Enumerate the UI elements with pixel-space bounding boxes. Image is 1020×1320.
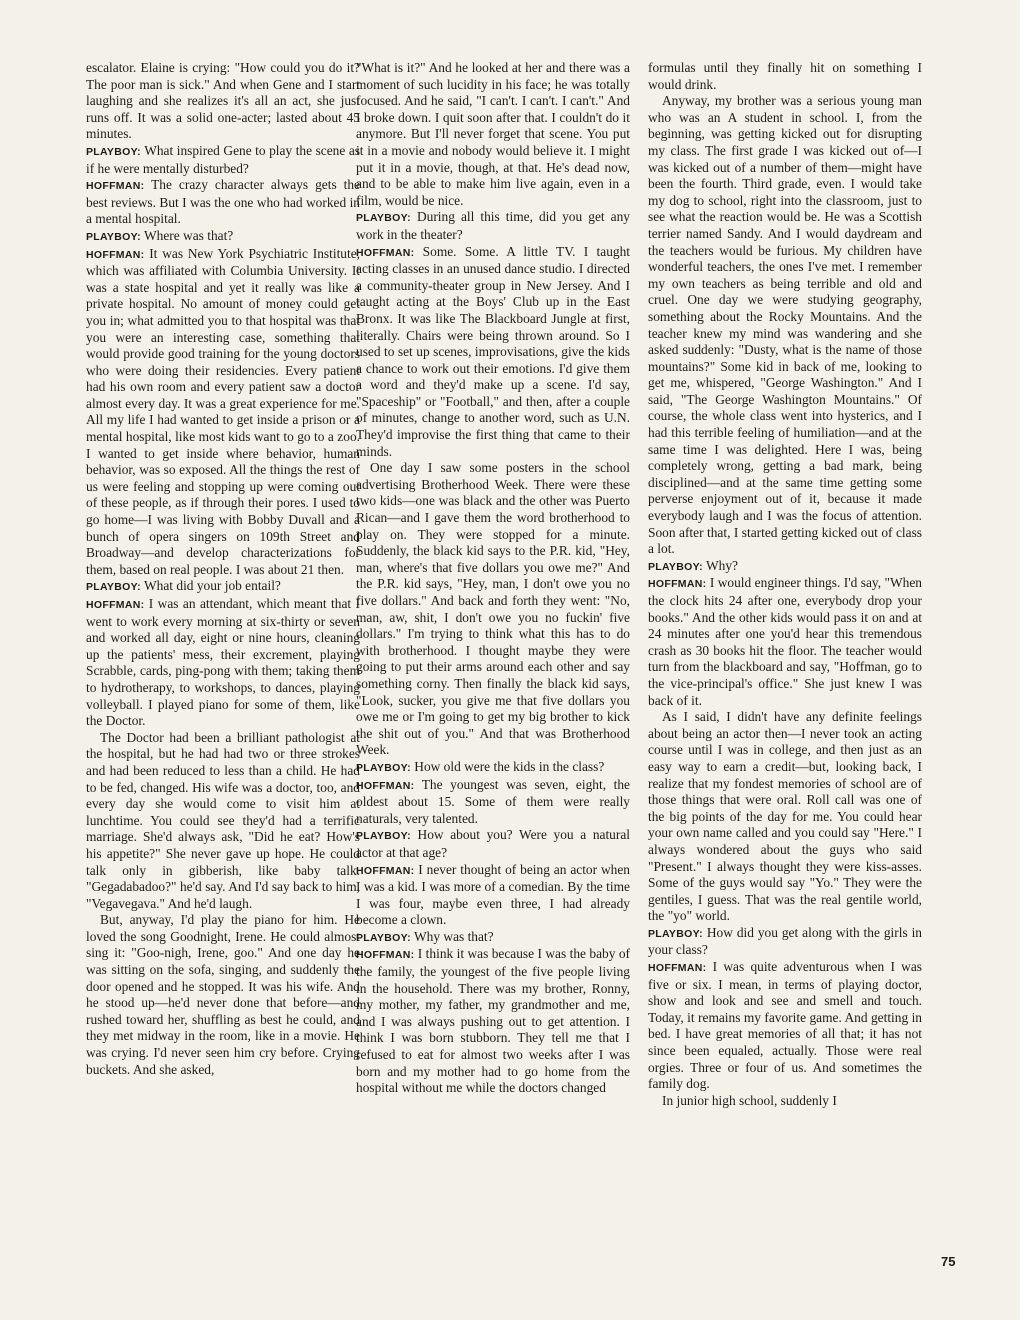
body-paragraph <box>356 460 630 759</box>
speaker-label: PLAYBOY: <box>356 212 411 225</box>
text-column-1 <box>86 60 360 1078</box>
body-paragraph <box>648 709 922 925</box>
speaker-label: HOFFMAN: <box>648 578 707 591</box>
paragraph-text: Anyway, my brother was a serious young man who was an A student in school. I, from the beginning, was getting kicked out for disrupting my class. The first grade I was kicked out of—I was kicked out of a number of them—might have been the fourth. Third grade, even. I would take my dog to school, right into the classroom, just to see what the reaction would be. He was a Scottish terrier named Sandy. And I would daydream and the teachers would be furious. My children have wonderful teachers, the ones I've met. I remember my own teachers as being terrible and old and cruel. One day we were studying geography, something about the Rocky Mountains. And the teacher knew my mind was wandering and she asked suddenly: "Dusty, what is the name of those mountains?" Some kid in back of me, looking to get me, whispered, "George Washington." And I said, "The George Washington Mountains." Of course, the whole class went into hysterics, and I had this terrible feeling of humiliation—and at the same time I was delighted. Here I was, being completely wrong, getting a bad mark, being disciplined—and at the same time getting some perverse enjoyment out of it, because it made everybody laugh and I was the focus of attention. Soon after that, I started getting kicked out of class a lot. <box>648 93 922 557</box>
speaker-label: PLAYBOY: <box>648 560 703 573</box>
speaker-label: HOFFMAN: <box>86 599 145 611</box>
speaker-label: PLAYBOY: <box>648 927 703 940</box>
interview-paragraph <box>356 929 630 947</box>
paragraph-text: But, anyway, I'd play the piano for him. He loved the song Goodnight, Irene. He could almost sing it: "Goo-nigh, Irene, goo." And one day he was sitting on the sofa, singing, and suddenly the door opened and he stopped. It was his wife. And he stood up—he'd never done that before—and rushed toward her, shuffling as best he could, and they met midway in the room, like in a movie. He was crying. I'd never seen him cry before. Crying buckets. And she asked, <box>86 912 360 1077</box>
speaker-label: PLAYBOY: <box>86 230 141 243</box>
interview-paragraph <box>356 244 630 461</box>
paragraph-text: I was quite adventurous when I was five or six. I mean, in terms of playing doctor, show and look and see and smell and touch. Today, it remains my favorite game. And getting in bed. I have great memories of all that; it has not since been equaled, actually. Those were real orgies. Three or four of us. And sometimes the family dog. <box>648 959 922 1092</box>
body-paragraph <box>648 60 922 93</box>
paragraph-text: Where was that? <box>140 227 234 243</box>
paragraph-text: One day I saw some posters in the school advertising Brotherhood Week. There were these two kids—one was black and the other was Puerto Rican—and I gave them the word brotherhood to play on. They were stopped for a minute. Suddenly, the black kid says to the P.R. kid, "Hey, man, where's that five dollars you owe me?" And the P.R. kid says, "Hey, man, I don't owe you no five dollars." And back and forth they went: "No, man, aw, shit, I don't owe you no fuckin' five dollars." I'm trying to think what this has to do with brotherhood. I thought maybe they were going to put their arms around each other and say something corny. Then finally the black kid says, "Look, sucker, you give me that five dollars you owe me or I'm going to get my big brother to kick the shit out of you." And that was Brotherhood Week. <box>356 460 630 758</box>
interview-paragraph <box>86 228 360 246</box>
body-paragraph <box>86 730 360 913</box>
paragraph-text: escalator. Elaine is crying: "How could you do it? The poor man is sick." And when Gene and I start laughing and she realizes it's all an act, she just runs off. It was a solid one-acter; lasted about 45 minutes. <box>86 60 360 142</box>
speaker-label: HOFFMAN: <box>356 779 415 792</box>
interview-paragraph <box>356 777 630 828</box>
speaker-label: PLAYBOY: <box>86 581 141 594</box>
body-paragraph <box>86 912 360 1078</box>
page-number: 75 <box>941 1254 956 1269</box>
speaker-label: PLAYBOY: <box>356 761 411 774</box>
interview-paragraph <box>356 209 630 243</box>
interview-paragraph <box>86 143 360 177</box>
paragraph-text: What did your job entail? <box>140 578 281 594</box>
paragraph-text: How did you get along with the girls in your class? <box>648 924 922 958</box>
interview-paragraph <box>86 177 360 228</box>
speaker-label: HOFFMAN: <box>86 248 145 261</box>
interview-paragraph <box>356 827 630 861</box>
speaker-label: PLAYBOY: <box>356 830 411 843</box>
paragraph-text: I would engineer things. I'd say, "When the clock hits 24 after one, everybody drop your books." And the other kids would pass it on and at 24 minutes after one you'd hear this tremendous crash as 30 books hit the floor. The teacher would turn from the blackboard and say, "Hoffman, go to the vice-principal's office." She just knew I was back of it. <box>648 575 922 708</box>
interview-paragraph <box>356 759 630 777</box>
text-column-2 <box>356 60 630 1097</box>
interview-paragraph <box>356 946 630 1096</box>
paragraph-text: The youngest was seven, eight, the oldest about 15. Some of them were really naturals, very talented. <box>356 776 630 826</box>
interview-paragraph <box>648 959 922 1093</box>
interview-paragraph <box>648 925 922 959</box>
paragraph-text: I was an attendant, which meant that I went to work every morning at six-thirty or seven and worked all day, eight or nine hours, cleaning up the patients' mess, their excrement, playing Scrabble, cards, ping-pong with them; taking them to hydrotherapy, to workshops, to dances, playing volleyball. I played piano for some of them, like the Doctor. <box>86 596 360 729</box>
interview-paragraph <box>86 246 360 579</box>
text-column-3 <box>648 60 922 1109</box>
paragraph-text: During all this time, did you get any work in the theater? <box>356 209 630 242</box>
paragraph-text: I never thought of being an actor when I was a kid. I was more of a comedian. By the time I was four, maybe even three, I had already become a clown. <box>356 861 630 928</box>
body-paragraph <box>356 60 630 209</box>
paragraph-text: I think it was because I was the baby of the family, the youngest of the five people living in the household. There was my brother, Ronny, my mother, my father, my grandmother and me, and I was always pushing out to get attention. I think I was born stubborn. They tell me that I refused to eat for almost two weeks after I was born and my mother had to go home from the hospital without me while the doctors changed <box>356 946 630 1096</box>
paragraph-text: "What is it?" And he looked at her and there was a moment of such lucidity in his face; he was totally focused. And he said, "I can't. I can't. I can't." And I broke down. I quit soon after that. I couldn't do it anymore. But I'll never forget that scene. You put it in a movie and nobody would believe it. I might put it in a movie, though, at that. He's dead now, and to be able to make him live again, even in a film, would be nice. <box>356 60 630 208</box>
paragraph-text: The crazy character always gets the best reviews. But I was the one who had worked in a mental hospital. <box>86 177 360 227</box>
paragraph-text: The Doctor had been a brilliant pathologist at the hospital, but he had had two or three strokes and had been reduced to less than a child. He had to be fed, changed. His wife was a doctor, too, and every day she would come to visit him at lunchtime. You could see they'd had a terrific marriage. She'd always ask, "Did he eat? How's his appetite?" She never gave up hope. He could talk only in gibberish, like baby talk. "Gegadabadoo?" he'd say. And I'd say back to him, "Vegavegava." And he'd laugh. <box>86 729 360 911</box>
paragraph-text: How about you? Were you a natural actor at that age? <box>356 827 630 860</box>
paragraph-text: Why? <box>702 557 739 573</box>
body-paragraph <box>648 93 922 558</box>
speaker-label: HOFFMAN: <box>356 949 415 962</box>
paragraph-text: formulas until they finally hit on something I would drink. <box>648 60 922 92</box>
paragraph-text: What inspired Gene to play the scene as if he were mentally disturbed? <box>86 142 360 176</box>
speaker-label: HOFFMAN: <box>648 962 707 975</box>
body-paragraph <box>86 60 360 143</box>
speaker-label: PLAYBOY: <box>86 145 141 158</box>
paragraph-text: Why was that? <box>410 928 494 944</box>
interview-paragraph <box>648 558 922 576</box>
speaker-label: HOFFMAN: <box>356 246 415 259</box>
paragraph-text: Some. Some. A little TV. I taught acting classes in an unused dance studio. I directed a community-theater group in New Jersey. And I taught acting at the Boys' Club up in the East Bronx. It was like The Blackboard Jungle at first, literally. Chairs were being thrown around. So I used to set up scenes, improvisations, give the kids a chance to work out their emotions. I'd give them a word and they'd make up a scene. I'd say, "Spaceship" or "Football," and then, after a couple of minutes, change to another word, such as U.N. They'd improvise the first thing that came to their minds. <box>356 243 630 459</box>
interview-paragraph <box>356 862 630 929</box>
paragraph-text: As I said, I didn't have any definite feelings about being an actor then—I never took an acting course until I was in college, and then just as an easy way to earn a credit—but, looking back, I realize that my fondest memories of school are of those things that were oral. Roll call was one of the big points of the day for me. You could hear your own name called and you could say "Here." I always wondered about the guys who said "Present." I always thought they were kiss-asses. Some of the guys would say "Yo." They were the gentiles, I guess. That was the real gentile world, the "yo" world. <box>648 709 922 924</box>
interview-paragraph <box>86 596 360 730</box>
paragraph-text: It was New York Psychiatric Institute, which was affiliated with Columbia University. It was a state hospital and yet it really was like a private hospital. No amount of money could get you in; what admitted you to that hospital was that you were an interesting case, something that would provide good training for the young doctors who were doing their residencies. Every patient had his own room and every patient saw a doctor almost every day. It was a great experience for me. All my life I had wanted to get inside a prison or a mental hospital, like most kids want to go to a zoo. I wanted to get inside where behavior, human behavior, was so exposed. All the things the rest of us were feeling and stopping up were coming out of these people, as if through their pores. I used to go home—I was living with Bobby Duvall and a bunch of opera singers on 109th Street and Broadway—and develop characterizations for them, based on real people. I was about 21 then. <box>86 245 360 577</box>
paragraph-text: In junior high school, suddenly I <box>662 1092 837 1108</box>
paragraph-text: How old were the kids in the class? <box>410 758 605 774</box>
speaker-label: HOFFMAN: <box>356 864 415 877</box>
speaker-label: PLAYBOY: <box>356 931 411 944</box>
interview-paragraph <box>648 575 922 709</box>
speaker-label: HOFFMAN: <box>86 180 145 193</box>
interview-paragraph <box>86 578 360 596</box>
body-paragraph <box>648 1093 922 1110</box>
